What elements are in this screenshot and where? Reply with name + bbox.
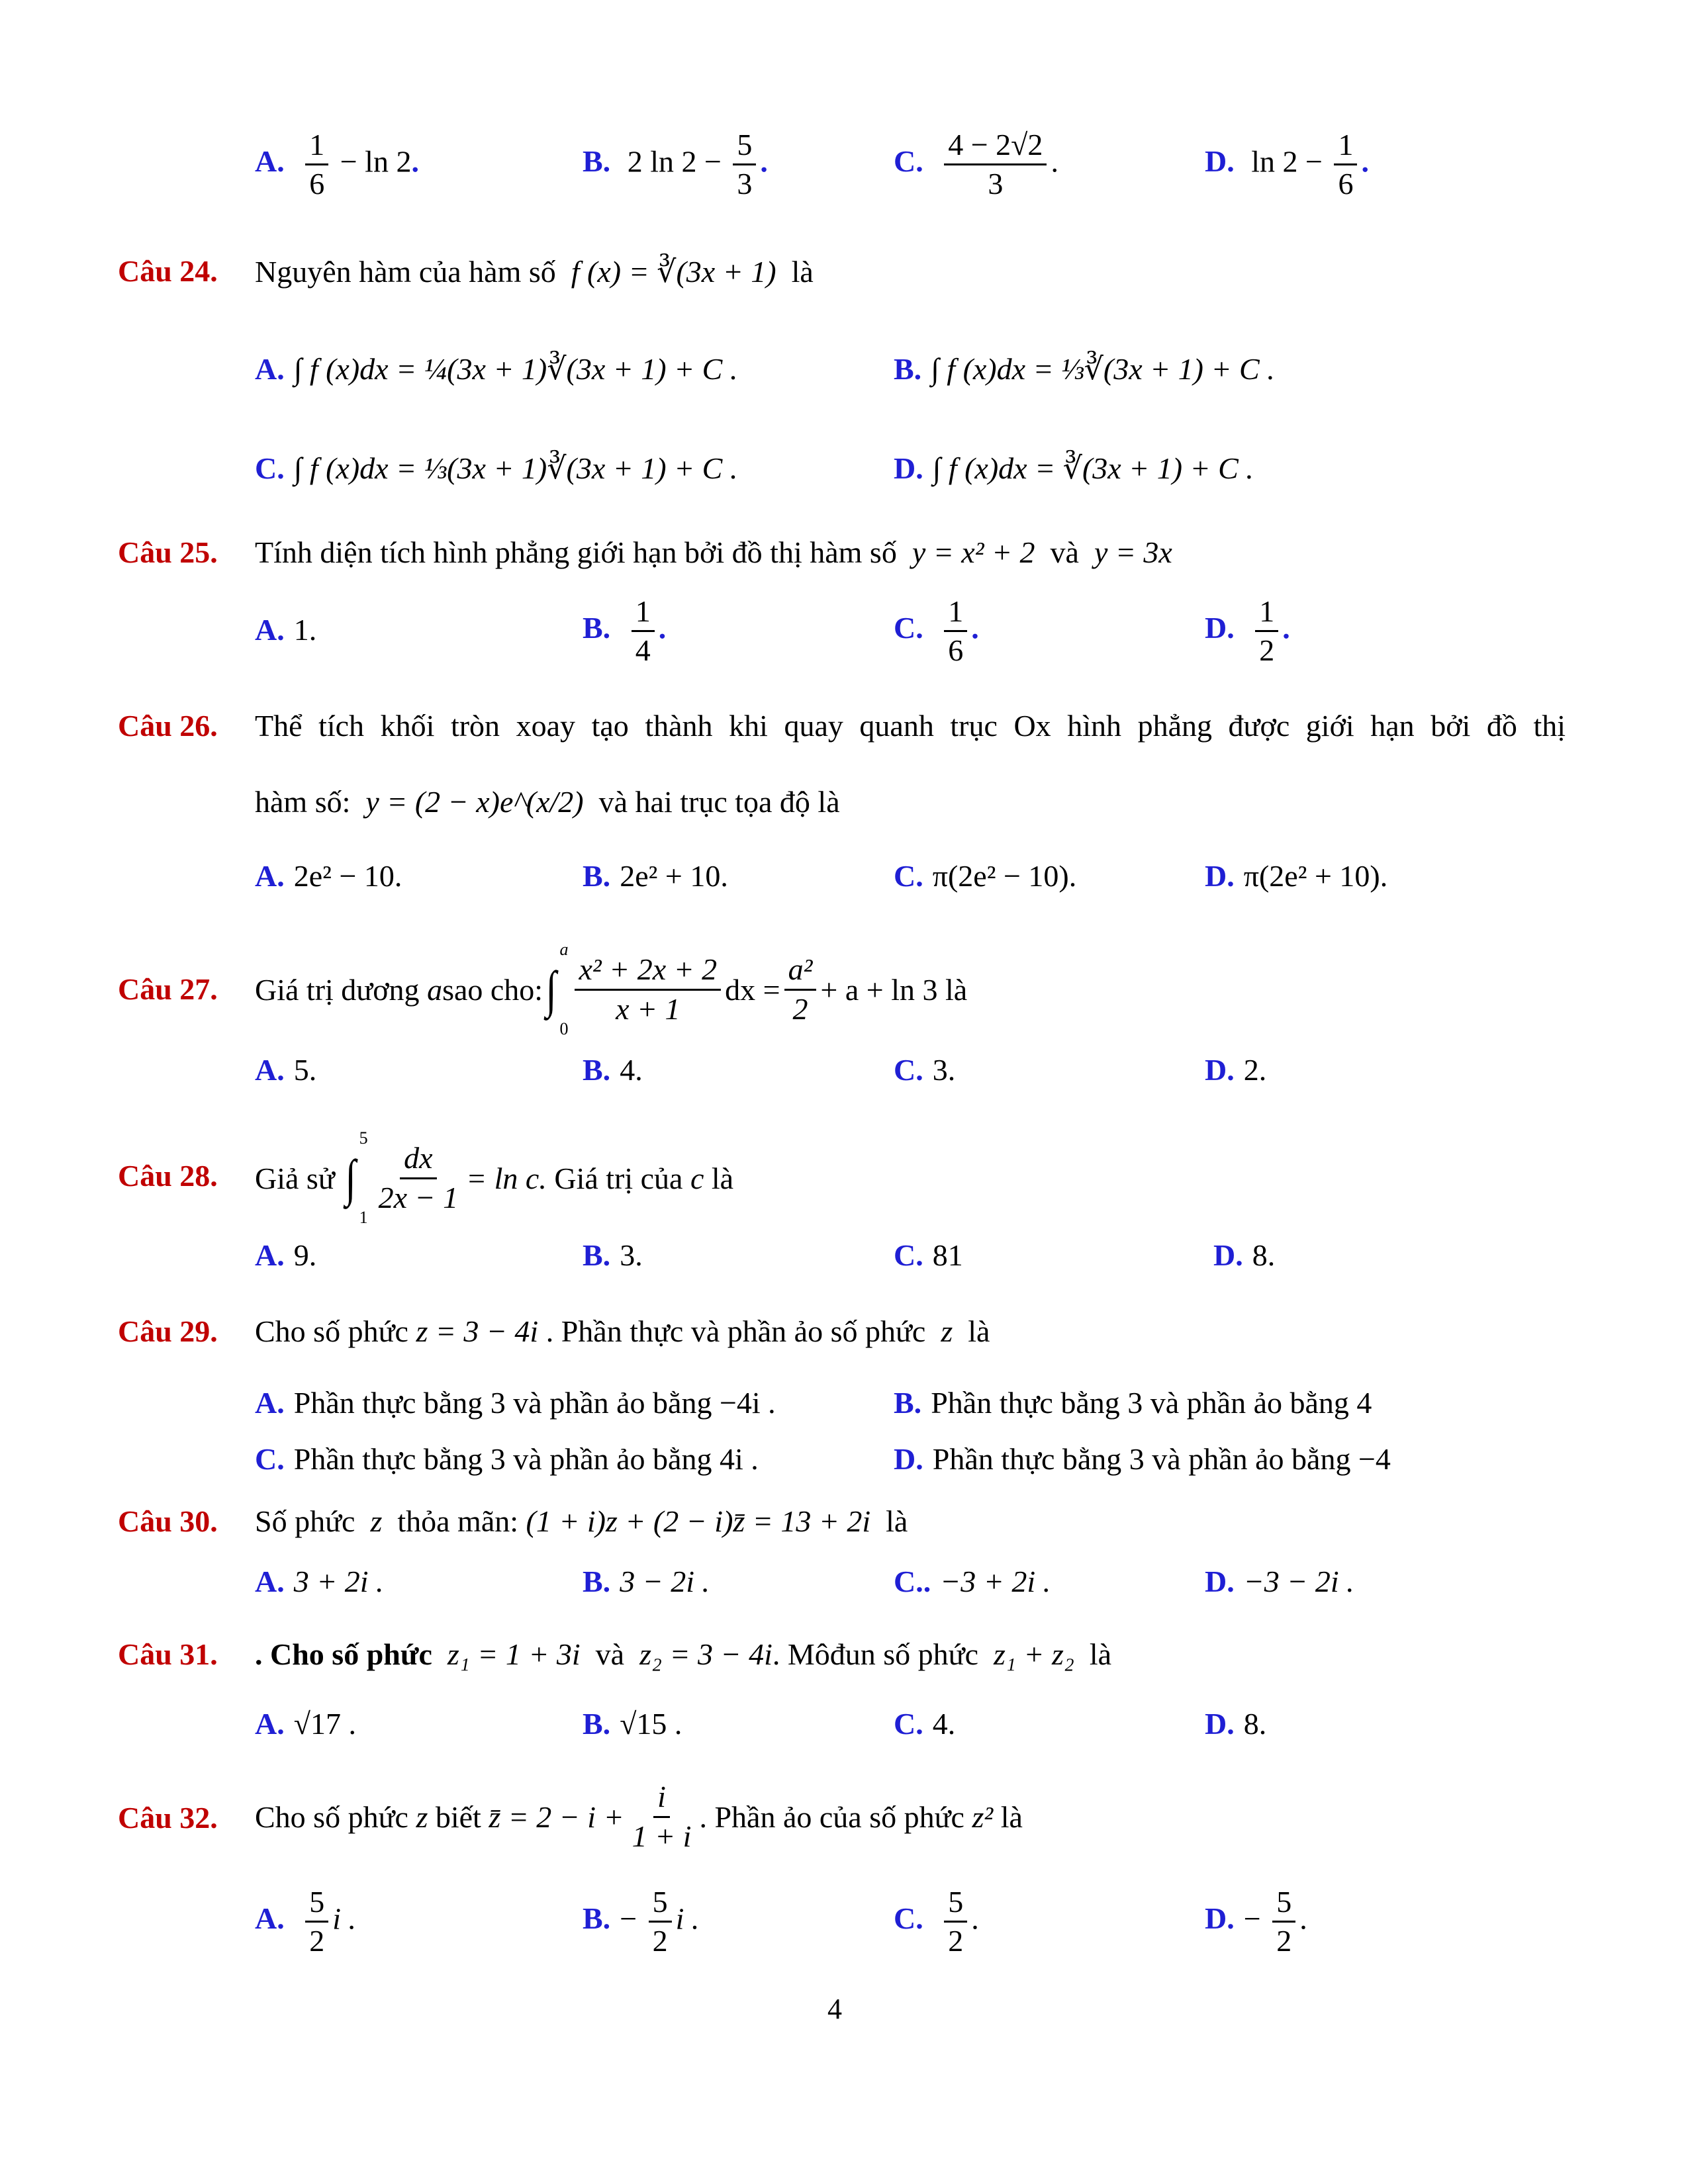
option-label: D. (1205, 1565, 1235, 1598)
option-label: A. (255, 352, 285, 386)
question-label: Câu 25. (118, 535, 218, 569)
option-label: B. (583, 1901, 611, 1936)
option-label: C. (894, 1901, 923, 1936)
option-label: D. (894, 451, 923, 485)
option-label: C. (255, 451, 285, 485)
q27-option-c[interactable]: C. 3. (894, 1053, 956, 1087)
fraction: $\frac{5}{3}$ (733, 129, 756, 201)
fraction: $\frac{5}{2}$ (1272, 1886, 1295, 1958)
fraction: $\frac{5}{2}$ (649, 1886, 672, 1958)
q29-option-c[interactable]: C. Phần thực bằng 3 và phần ảo bằng 4i . (255, 1442, 759, 1476)
option-label: D. (1213, 1238, 1243, 1272)
integral-sign: ∫ (345, 1149, 356, 1206)
q28-option-a[interactable]: A. 9. (255, 1238, 317, 1272)
question-label: Câu 27. (118, 972, 218, 1006)
question-27-text: Giá trị dương a sao cho: ∫ a 0 $\frac{\text{x² + 2x + 2}}{x + 1}$ dx = $\frac{\text{a²}}{2}$ + a + ln 3 là (255, 940, 968, 1038)
question-31-text: . Cho số phức z₁ = 1 + 3i và z₂ = 3 − 4i. Môđun số phức z₁ + z₂ là (255, 1637, 1112, 1671)
q32-option-c[interactable]: C. $\frac{5}{2}$ . (894, 1885, 979, 1958)
q31-option-c[interactable]: C. 4. (894, 1707, 956, 1741)
question-label: Câu 26. (118, 709, 218, 743)
question-25-text: Tính diện tích hình phẳng giới hạn bởi đồ thị hàm số y = x² + 2 và y = 3x (255, 535, 1172, 569)
option-label: B. (583, 144, 611, 179)
q24-option-a[interactable]: A. ∫ f (x)dx = ¼(3x + 1)∛(3x + 1) + C . (255, 352, 738, 386)
q32-option-d[interactable]: D. − $\frac{5}{2}$ . (1205, 1885, 1307, 1958)
q30-option-b[interactable]: B. 3 − 2i . (583, 1565, 710, 1598)
q23-option-a[interactable]: A. $\frac{1}{6}$ − ln 2. (255, 128, 419, 201)
q32-option-b[interactable]: B. − $\frac{5}{2}$ i . (583, 1885, 700, 1958)
option-label: C. (894, 1707, 923, 1741)
option-label: C. (894, 1053, 923, 1087)
q28-option-b[interactable]: B. 3. (583, 1238, 643, 1272)
option-label: B. (583, 859, 611, 893)
fraction: $\frac{1}{4}$ (632, 596, 655, 667)
q32-option-a[interactable]: A. $\frac{5}{2}$ i . (255, 1885, 357, 1958)
option-label: A. (255, 1901, 285, 1936)
option-label: C. (894, 611, 923, 645)
q29-option-b[interactable]: B. Phần thực bằng 3 và phần ảo bằng 4 (894, 1386, 1372, 1420)
q24-option-b[interactable]: B. ∫ f (x)dx = ⅓∛(3x + 1) + C . (894, 352, 1275, 386)
q31-option-d[interactable]: D. 8. (1205, 1707, 1267, 1741)
question-26-text: Thể tích khối tròn xoay tạo thành khi quay quanh trục Ox hình phẳng được giới hạn bởi đồ thị (255, 709, 1566, 743)
integral-limits: 5 1 (359, 1128, 368, 1227)
q27-option-d[interactable]: D. 2. (1205, 1053, 1267, 1087)
option-label: A. (255, 1053, 285, 1087)
option-label: B. (583, 1565, 611, 1598)
question-label: Câu 32. (118, 1801, 218, 1835)
option-label: C. (894, 859, 923, 893)
option-label: D. (1205, 1053, 1235, 1087)
question-30-text: Số phức z thỏa mãn: (1 + i)z + (2 − i)z̄ = 13 + 2i là (255, 1504, 908, 1538)
option-label: D. (894, 1442, 923, 1476)
option-label: B. (894, 1386, 922, 1420)
q30-option-d[interactable]: D. −3 − 2i . (1205, 1565, 1354, 1598)
option-label: D. (1205, 859, 1235, 893)
option-label: B. (583, 611, 611, 645)
q23-option-b[interactable]: B. 2 ln 2 − $\frac{5}{3}$ . (583, 128, 768, 201)
fraction: $\frac{dx}{2x - 1}$ (378, 1141, 459, 1214)
question-26-text-2: hàm số: y = (2 − x)e^(x/2) và hai trục tọa độ là (255, 785, 840, 819)
integral-limits: a 0 (559, 940, 569, 1038)
question-29-text: Cho số phức z = 3 − 4i . Phần thực và phần ảo số phức z là (255, 1314, 990, 1348)
integral-sign: ∫ (545, 960, 557, 1018)
option-label: B. (583, 1053, 611, 1087)
option-label: A. (255, 613, 285, 647)
fraction: $\frac{1}{6}$ (944, 596, 967, 667)
q31-option-b[interactable]: B. √15 . (583, 1707, 682, 1741)
fraction: $\frac{\text{x² + 2x + 2}}{x + 1}$ (575, 954, 721, 1025)
option-label: A. (255, 1707, 285, 1741)
question-label: Câu 31. (118, 1637, 218, 1671)
q26-option-b[interactable]: B. 2e² + 10. (583, 859, 728, 893)
q23-option-d[interactable]: D. ln 2 − $\frac{1}{6}$ . (1205, 128, 1369, 201)
q30-option-c[interactable]: C.. −3 + 2i . (894, 1565, 1051, 1598)
q25-option-a[interactable]: A. 1. (255, 613, 317, 647)
option-label: C.. (894, 1565, 931, 1598)
question-32-text: Cho số phức z biết z̄ = 2 − i + $\frac{i}{1 + i}$ . Phần ảo của số phức z² là (255, 1780, 1023, 1853)
q25-option-c[interactable]: C. $\frac{1}{6}$ . (894, 594, 979, 668)
option-label: B. (894, 352, 922, 386)
fraction: $\frac{1}{2}$ (1255, 596, 1278, 667)
option-label: D. (1205, 611, 1235, 645)
q30-option-a[interactable]: A. 3 + 2i . (255, 1565, 384, 1598)
option-label: C. (255, 1442, 285, 1476)
option-label: D. (1205, 1707, 1235, 1741)
option-label: A. (255, 1238, 285, 1272)
q28-option-c[interactable]: C. 81 (894, 1238, 963, 1272)
question-label: Câu 29. (118, 1314, 218, 1348)
fraction: $\frac{1}{6}$ (305, 129, 328, 201)
question-label: Câu 24. (118, 254, 218, 288)
fraction: $\frac{i}{1 + i}$ (632, 1780, 692, 1853)
question-28-text: Giả sử ∫ 5 1 $\frac{dx}{2x - 1}$ = ln c. Giá trị của c là (255, 1128, 734, 1227)
option-label: A. (255, 144, 285, 179)
question-label: Câu 30. (118, 1504, 218, 1538)
option-label: D. (1205, 144, 1235, 179)
fraction: $\frac{5}{2}$ (944, 1886, 967, 1958)
q26-option-a[interactable]: A. 2e² − 10. (255, 859, 402, 893)
question-label: Câu 28. (118, 1159, 218, 1193)
option-label: A. (255, 859, 285, 893)
option-label: B. (583, 1238, 611, 1272)
q26-option-c[interactable]: C. π(2e² − 10). (894, 859, 1077, 893)
q27-option-a[interactable]: A. 5. (255, 1053, 317, 1087)
option-label: C. (894, 144, 923, 179)
page-number: 4 (827, 1993, 842, 2025)
q24-option-d[interactable]: D. ∫ f (x)dx = ∛(3x + 1) + C . (894, 451, 1254, 485)
q27-option-b[interactable]: B. 4. (583, 1053, 643, 1087)
q25-option-b[interactable]: B. $\frac{1}{4}$ . (583, 594, 667, 668)
fraction: $\frac{4 - 2√2}{3}$ (944, 129, 1047, 201)
option-label: A. (255, 1565, 285, 1598)
q25-option-d[interactable]: D. $\frac{1}{2}$ . (1205, 594, 1290, 668)
q24-option-c[interactable]: C. ∫ f (x)dx = ⅓(3x + 1)∛(3x + 1) + C . (255, 451, 738, 485)
option-label: D. (1205, 1901, 1235, 1936)
q23-option-c[interactable]: C. $\frac{4 - 2√2}{3}$ . (894, 128, 1058, 201)
option-label: C. (894, 1238, 923, 1272)
q29-option-a[interactable]: A. Phần thực bằng 3 và phần ảo bằng −4i . (255, 1386, 776, 1420)
option-label: A. (255, 1386, 285, 1420)
q26-option-d[interactable]: D. π(2e² + 10). (1205, 859, 1388, 893)
fraction: $\frac{\text{a²}}{2}$ (784, 954, 817, 1025)
question-24-text: Nguyên hàm của hàm số f (x) = ∛(3x + 1) là (255, 255, 814, 289)
q29-option-d[interactable]: D. Phần thực bằng 3 và phần ảo bằng −4 (894, 1442, 1391, 1476)
q31-option-a[interactable]: A. √17 . (255, 1707, 356, 1741)
fraction: $\frac{5}{2}$ (305, 1886, 328, 1958)
fraction: $\frac{1}{6}$ (1334, 129, 1357, 201)
option-label: B. (583, 1707, 611, 1741)
q28-option-d[interactable]: D. 8. (1213, 1238, 1276, 1272)
